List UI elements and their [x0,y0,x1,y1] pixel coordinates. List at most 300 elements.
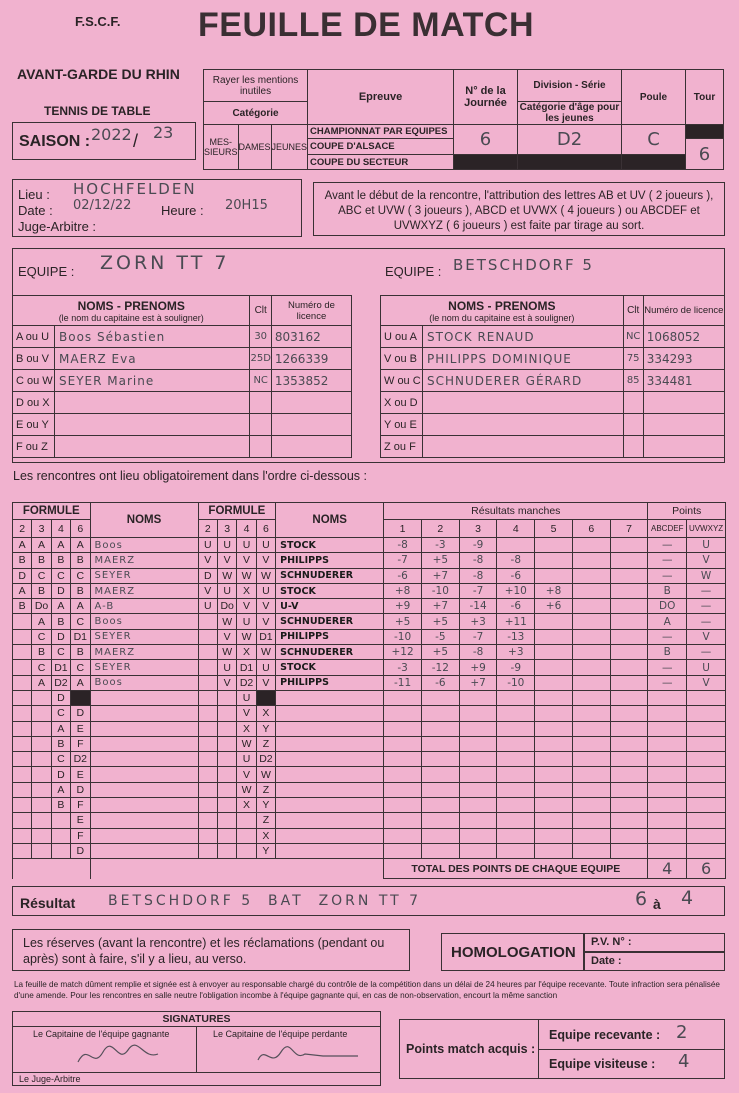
player-name[interactable] [423,436,624,458]
player-left-name[interactable]: SEYER [90,629,198,644]
manche-score[interactable]: +6 [535,599,573,614]
manche-score[interactable] [610,568,648,583]
player-left-name[interactable]: A-B [90,599,198,614]
point-mark[interactable] [648,706,687,721]
manche-score[interactable] [497,690,535,705]
manche-score[interactable] [384,782,422,797]
manche-score[interactable] [535,538,573,553]
manche-score[interactable] [497,813,535,828]
manche-score[interactable] [384,736,422,751]
manche-score[interactable]: -8 [459,568,497,583]
epreuve-championnat[interactable]: CHAMPIONNAT PAR EQUIPES [308,125,454,139]
poule-value[interactable]: C [621,125,685,155]
manche-score[interactable] [421,813,459,828]
player-clt[interactable] [623,392,643,414]
manche-score[interactable]: +8 [535,583,573,598]
player-licence[interactable]: 334481 [643,370,724,392]
player-right-name[interactable]: SCHNUDERER [276,645,384,660]
epreuve-coupe-secteur[interactable]: COUPE DU SECTEUR [308,155,454,170]
manche-score[interactable] [497,767,535,782]
point-mark[interactable]: B [648,645,687,660]
manche-score[interactable] [497,736,535,751]
player-clt[interactable] [250,414,271,436]
manche-score[interactable]: +5 [421,645,459,660]
manche-score[interactable] [610,782,648,797]
manche-score[interactable] [572,629,610,644]
manche-score[interactable] [459,752,497,767]
manche-score[interactable] [572,690,610,705]
manche-score[interactable]: -8 [384,538,422,553]
manche-score[interactable] [572,675,610,690]
point-mark[interactable]: U [687,538,726,553]
player-licence[interactable]: 803162 [271,326,351,348]
manche-score[interactable] [459,706,497,721]
manche-score[interactable]: +3 [497,645,535,660]
manche-score[interactable]: -5 [421,629,459,644]
point-mark[interactable]: — [648,538,687,553]
point-mark[interactable] [687,782,726,797]
player-left-name[interactable]: SEYER [90,568,198,583]
manche-score[interactable] [572,614,610,629]
player-left-name[interactable] [90,690,198,705]
date-value[interactable]: 02/12/22 [73,198,132,213]
manche-score[interactable]: -10 [384,629,422,644]
player-licence[interactable]: 1266339 [271,348,351,370]
division-value[interactable]: D2 [518,125,622,155]
manche-score[interactable]: -6 [421,675,459,690]
manche-score[interactable] [384,843,422,858]
manche-score[interactable] [421,690,459,705]
point-mark[interactable]: — [687,645,726,660]
manche-score[interactable] [421,767,459,782]
point-mark[interactable] [687,813,726,828]
point-mark[interactable] [648,843,687,858]
capitaine-note: (le nom du capitaine est à souligner) [58,312,204,323]
player-name[interactable] [55,392,250,414]
manche-score[interactable] [535,614,573,629]
manche-score[interactable] [610,843,648,858]
point-mark[interactable]: DO [648,599,687,614]
manche-score[interactable] [572,645,610,660]
manche-score[interactable]: -14 [459,599,497,614]
manche-score[interactable] [610,538,648,553]
manche-score[interactable]: -10 [497,675,535,690]
player-licence[interactable]: 1068052 [643,326,724,348]
manche-score[interactable] [610,553,648,568]
player-licence[interactable] [643,414,724,436]
manche-score[interactable] [535,843,573,858]
point-mark[interactable] [648,767,687,782]
manche-score[interactable] [421,752,459,767]
player-left-name[interactable] [90,736,198,751]
point-mark[interactable]: — [687,599,726,614]
manche-score[interactable] [572,706,610,721]
manche-score[interactable] [610,736,648,751]
player-clt[interactable] [623,414,643,436]
player-left-name[interactable]: Boos [90,614,198,629]
player-right-name[interactable] [276,752,384,767]
manche-score[interactable] [535,752,573,767]
resultat-text[interactable]: BETSCHDORF 5 BAT ZORN TT 7 [108,893,422,909]
manche-score[interactable] [572,568,610,583]
player-left-name[interactable]: Boos [90,675,198,690]
player-right-name[interactable] [276,690,384,705]
lieu-value[interactable]: HOCHFELDEN [73,180,197,198]
dames-label[interactable]: DAMES [238,125,271,170]
manche-score[interactable] [497,843,535,858]
manche-score[interactable] [497,538,535,553]
manche-score[interactable] [572,599,610,614]
manche-score[interactable] [572,538,610,553]
manche-score[interactable] [384,828,422,843]
manche-score[interactable] [497,721,535,736]
point-mark[interactable]: — [687,583,726,598]
point-mark[interactable] [648,798,687,813]
manche-score[interactable]: -9 [459,538,497,553]
point-mark[interactable] [687,721,726,736]
formule-letter-left: E [71,767,90,782]
point-mark[interactable] [687,767,726,782]
manche-score[interactable] [535,782,573,797]
player-right-name[interactable] [276,767,384,782]
manche-score[interactable] [610,752,648,767]
player-right-name[interactable] [276,721,384,736]
manche-score[interactable] [459,782,497,797]
manche-score[interactable] [459,843,497,858]
manche-score[interactable] [497,828,535,843]
player-right-name[interactable]: PHILIPPS [276,553,384,568]
manche-score[interactable]: -6 [384,568,422,583]
player-right-name[interactable]: PHILIPPS [276,629,384,644]
total-b[interactable]: 6 [687,859,726,879]
manche-score[interactable] [610,690,648,705]
player-left-name[interactable] [90,828,198,843]
manche-score[interactable] [610,706,648,721]
manche-score[interactable] [384,813,422,828]
player-clt[interactable]: 25D [250,348,271,370]
player-clt[interactable]: 75 [623,348,643,370]
manche-score[interactable] [535,706,573,721]
player-name[interactable]: SEYER Marine [55,370,250,392]
manche-score[interactable] [572,752,610,767]
manche-score[interactable]: +7 [459,675,497,690]
point-mark[interactable]: — [648,660,687,675]
manche-score[interactable]: +5 [421,553,459,568]
formule-letter-right: W [237,568,256,583]
manche-score[interactable] [535,660,573,675]
point-mark[interactable] [648,736,687,751]
manche-score[interactable] [610,721,648,736]
player-clt[interactable]: 30 [250,326,271,348]
manche-score[interactable] [459,721,497,736]
manche-score[interactable]: +12 [384,645,422,660]
manche-score[interactable] [384,767,422,782]
manche-score[interactable]: +5 [421,614,459,629]
point-mark[interactable] [687,690,726,705]
manche-score[interactable] [535,553,573,568]
manche-score[interactable] [421,706,459,721]
player-clt[interactable] [250,392,271,414]
noms-header: NOMS - PRENOMS [77,298,185,313]
manche-score[interactable] [572,798,610,813]
player-right-name[interactable]: PHILIPPS [276,675,384,690]
player-clt[interactable]: NC [250,370,271,392]
manche-score[interactable] [497,752,535,767]
player-right-name[interactable]: SCHNUDERER [276,568,384,583]
player-name[interactable]: Boos Sébastien [55,326,250,348]
point-mark[interactable] [648,690,687,705]
manche-score[interactable] [572,583,610,598]
manche-score[interactable]: +5 [384,614,422,629]
equipe-right-name[interactable]: BETSCHDORF 5 [453,256,594,274]
manche-score[interactable] [535,798,573,813]
manche-score[interactable]: -6 [497,599,535,614]
player-licence[interactable] [271,414,351,436]
manche-score[interactable] [421,828,459,843]
point-mark[interactable] [648,813,687,828]
manche-score[interactable] [572,828,610,843]
player-name[interactable]: STOCK RENAUD [423,326,624,348]
manche-score[interactable] [610,614,648,629]
player-right-name[interactable] [276,828,384,843]
player-left-name[interactable]: MAERZ [90,583,198,598]
point-mark[interactable]: — [648,553,687,568]
manche-score[interactable] [384,752,422,767]
player-left-name[interactable] [90,721,198,736]
player-right-name[interactable]: STOCK [276,660,384,675]
manche-score[interactable]: -6 [497,568,535,583]
manche-score[interactable]: +11 [497,614,535,629]
player-name[interactable] [423,392,624,414]
manche-score[interactable]: +3 [459,614,497,629]
manche-score[interactable] [572,782,610,797]
point-mark[interactable]: V [687,553,726,568]
manche-score[interactable] [572,553,610,568]
manche-score[interactable] [384,706,422,721]
manche-score[interactable] [384,798,422,813]
tour-value[interactable]: 6 [685,139,723,170]
manche-score[interactable]: -7 [384,553,422,568]
manche-score[interactable] [421,843,459,858]
player-name[interactable]: SCHNUDERER GÉRARD [423,370,624,392]
point-mark[interactable]: W [687,568,726,583]
point-mark[interactable] [687,828,726,843]
manche-score[interactable] [497,782,535,797]
manche-score[interactable] [610,767,648,782]
player-left-name[interactable] [90,767,198,782]
messieurs-label[interactable]: MES-SIEURS [204,125,239,170]
point-mark[interactable] [687,752,726,767]
manche-score[interactable] [535,629,573,644]
manche-score[interactable] [610,675,648,690]
point-mark[interactable]: — [648,675,687,690]
player-right-name[interactable]: STOCK [276,583,384,598]
player-right-name[interactable]: STOCK [276,538,384,553]
recevante-value[interactable]: 2 [676,1022,688,1043]
manche-score[interactable] [535,675,573,690]
player-left-name[interactable] [90,752,198,767]
manche-score[interactable] [421,782,459,797]
point-mark[interactable]: A [648,614,687,629]
manche-score[interactable]: -3 [384,660,422,675]
manche-score[interactable] [384,721,422,736]
player-right-name[interactable]: U-V [276,599,384,614]
resultat-score-b[interactable]: 4 [681,887,694,909]
visiteuse-value[interactable]: 4 [678,1051,690,1072]
journee-value[interactable]: 6 [454,125,518,155]
manche-score[interactable] [572,843,610,858]
manche-score[interactable] [610,629,648,644]
player-slot: B ou V [13,348,55,370]
player-left-name[interactable]: MAERZ [90,553,198,568]
point-mark[interactable]: B [648,583,687,598]
player-right-name[interactable] [276,798,384,813]
player-left-name[interactable]: Boos [90,538,198,553]
point-mark[interactable] [648,721,687,736]
manche-score[interactable]: +10 [497,583,535,598]
player-clt[interactable]: NC [623,326,643,348]
player-licence[interactable] [271,392,351,414]
point-mark[interactable]: — [687,614,726,629]
point-mark[interactable] [687,843,726,858]
manche-score[interactable]: -11 [384,675,422,690]
saison-start[interactable]: 2022 [91,125,132,144]
player-licence[interactable] [271,436,351,458]
formule-letter-left: B [51,736,70,751]
player-left-name[interactable]: MAERZ [90,645,198,660]
manche-score[interactable] [572,660,610,675]
manche-score[interactable]: -8 [459,645,497,660]
manche-score[interactable] [459,828,497,843]
player-left-name[interactable] [90,706,198,721]
manche-score[interactable] [497,798,535,813]
manche-score[interactable] [459,813,497,828]
manche-score[interactable] [535,721,573,736]
player-left-name[interactable] [90,798,198,813]
manche-score[interactable]: -13 [497,629,535,644]
player-name[interactable]: PHILIPPS DOMINIQUE [423,348,624,370]
manche-score[interactable] [610,599,648,614]
point-mark[interactable]: V [687,675,726,690]
point-mark[interactable]: U [687,660,726,675]
equipe-left-name[interactable]: ZORN TT 7 [100,252,230,274]
point-mark[interactable] [687,798,726,813]
manche-score[interactable]: +7 [421,568,459,583]
manche-score[interactable]: -10 [421,583,459,598]
manche-score[interactable] [459,767,497,782]
player-licence[interactable] [643,436,724,458]
manche-score[interactable] [572,721,610,736]
player-right-name[interactable] [276,736,384,751]
manche-score[interactable] [535,828,573,843]
player-left-name[interactable] [90,813,198,828]
manche-score[interactable] [421,736,459,751]
manche-score[interactable] [535,767,573,782]
player-right-name[interactable]: SCHNUDERER [276,614,384,629]
point-mark[interactable] [648,828,687,843]
manche-score[interactable]: +7 [421,599,459,614]
manche-score[interactable] [610,828,648,843]
manche-score[interactable]: -3 [421,538,459,553]
player-right-name[interactable] [276,843,384,858]
manche-score[interactable] [610,583,648,598]
equipe-right-label: EQUIPE : [385,264,442,279]
player-name[interactable] [423,414,624,436]
player-name[interactable] [55,414,250,436]
points-col: ABCDEF [648,520,687,538]
point-mark[interactable] [687,736,726,751]
resultat-score-a[interactable]: 6 [635,888,648,910]
manche-score[interactable] [610,645,648,660]
player-right-name[interactable] [276,782,384,797]
player-clt[interactable] [250,436,271,458]
player-licence[interactable]: 1353852 [271,370,351,392]
point-mark[interactable] [648,752,687,767]
manche-score[interactable]: -7 [459,583,497,598]
epreuve-coupe-alsace[interactable]: COUPE D'ALSACE [308,139,454,155]
manche-score[interactable] [421,721,459,736]
manche-score[interactable] [610,798,648,813]
manche-score[interactable] [572,767,610,782]
manche-score[interactable] [421,798,459,813]
formule-letter-right: W [237,629,256,644]
saison-end[interactable]: 23 [153,123,174,142]
player-left-name[interactable] [90,782,198,797]
manche-score[interactable] [459,690,497,705]
jeunes-label[interactable]: JEUNES [271,125,308,170]
manche-score[interactable] [535,736,573,751]
player-licence[interactable]: 334293 [643,348,724,370]
player-name[interactable] [55,436,250,458]
manche-score[interactable] [384,690,422,705]
player-name[interactable]: MAERZ Eva [55,348,250,370]
manche-score[interactable]: -8 [459,553,497,568]
manche-score[interactable] [610,813,648,828]
manche-score[interactable]: -9 [497,660,535,675]
manche-score[interactable] [572,736,610,751]
manche-score[interactable]: -8 [497,553,535,568]
player-left-name[interactable]: SEYER [90,660,198,675]
manche-score[interactable] [572,813,610,828]
manche-score[interactable] [535,645,573,660]
manche-score[interactable] [610,660,648,675]
point-mark[interactable] [687,706,726,721]
point-mark[interactable]: — [648,568,687,583]
manche-score[interactable] [497,706,535,721]
manche-score[interactable] [535,690,573,705]
manche-score[interactable] [459,798,497,813]
manche-score[interactable]: +8 [384,583,422,598]
player-licence[interactable] [643,392,724,414]
player-left-name[interactable] [90,843,198,858]
player-clt[interactable]: 85 [623,370,643,392]
manche-score[interactable] [459,736,497,751]
manche-score[interactable]: -12 [421,660,459,675]
point-mark[interactable]: — [648,629,687,644]
manche-score[interactable]: +9 [384,599,422,614]
manche-score[interactable] [535,813,573,828]
player-clt[interactable] [623,436,643,458]
manche-score[interactable] [535,568,573,583]
point-mark[interactable] [648,782,687,797]
manche-score[interactable]: +9 [459,660,497,675]
point-mark[interactable]: V [687,629,726,644]
total-a[interactable]: 4 [648,859,687,879]
heure-value[interactable]: 20H15 [225,198,268,213]
player-right-name[interactable] [276,706,384,721]
player-right-name[interactable] [276,813,384,828]
manche-score[interactable]: -7 [459,629,497,644]
